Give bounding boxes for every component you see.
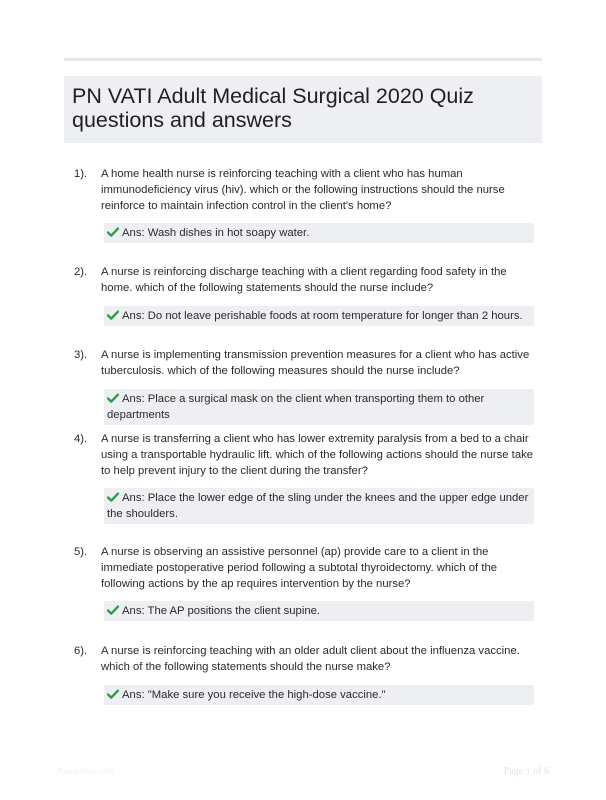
answer-box	[104, 601, 534, 621]
question-text: A nurse is implementing transmission prevention measures for a client who has active tuberculosis. which of the following measures should the nurse include?	[101, 349, 530, 377]
question-text: A nurse is transferring a client who has lower extremity paralysis from a bed to a chair using a transportable hydraulic lift. which of the following actions should the nurse take to help prevent injury to the client during the transfer?	[101, 433, 534, 477]
answer-text: Ans: Place the lower edge of the sling under the knees and the upper edge under the shoulders.	[107, 492, 529, 520]
answer-box	[104, 223, 534, 243]
checkmark-icon	[107, 605, 119, 615]
answer-box	[104, 306, 534, 326]
question-text: A home health nurse is reinforcing teaching with a client who has human immunodeficiency virus (hiv). which or the following instructions should the nurse reinforce to maintain infection control in the client's home?	[101, 168, 505, 212]
question-number: 3).	[74, 349, 88, 361]
question-number: 2).	[74, 266, 88, 278]
checkmark-icon	[107, 227, 119, 237]
question-text: A nurse is observing an assistive personnel (ap) provide care to a client in the immediate postoperative period following a subtotal thyroidectomy. which of the following actions by the ap requires intervention by the nurse?	[101, 546, 498, 590]
checkmark-icon	[107, 310, 119, 320]
checkmark-icon	[107, 492, 119, 502]
checkmark-icon	[107, 689, 119, 699]
answer-box	[104, 685, 534, 705]
answer-box	[104, 389, 534, 425]
page-number: Page 1 of 6	[503, 766, 549, 777]
answer-text: Ans: "Make sure you receive the high-dose vaccine."	[122, 689, 386, 701]
question-number: 5).	[74, 546, 88, 558]
answer-text: Ans: Do not leave perishable foods at room temperature for longer than 2 hours.	[122, 310, 523, 322]
footer-watermark: Papertithic.com	[58, 767, 114, 776]
answer-text: Ans: Wash dishes in hot soapy water.	[122, 227, 310, 239]
page-title: PN VATI Adult Medical Surgical 2020 Quiz questions and answers	[72, 84, 474, 132]
answer-box	[104, 488, 534, 524]
title-banner	[64, 76, 542, 143]
question-number: 1).	[74, 168, 88, 180]
question-text: A nurse is reinforcing teaching with an older adult client about the influenza vaccine. which of the following statements should the nurse make?	[101, 645, 520, 673]
top-divider	[64, 58, 542, 61]
question-number: 6).	[74, 645, 88, 657]
question-text: A nurse is reinforcing discharge teaching with a client regarding food safety in the home. which of the following statements should the nurse include?	[101, 266, 507, 294]
answer-text: Ans: The AP positions the client supine.	[122, 605, 321, 617]
checkmark-icon	[107, 393, 119, 403]
question-number: 4).	[74, 433, 88, 445]
answer-text: Ans: Place a surgical mask on the client when transporting them to other departments	[107, 393, 485, 421]
